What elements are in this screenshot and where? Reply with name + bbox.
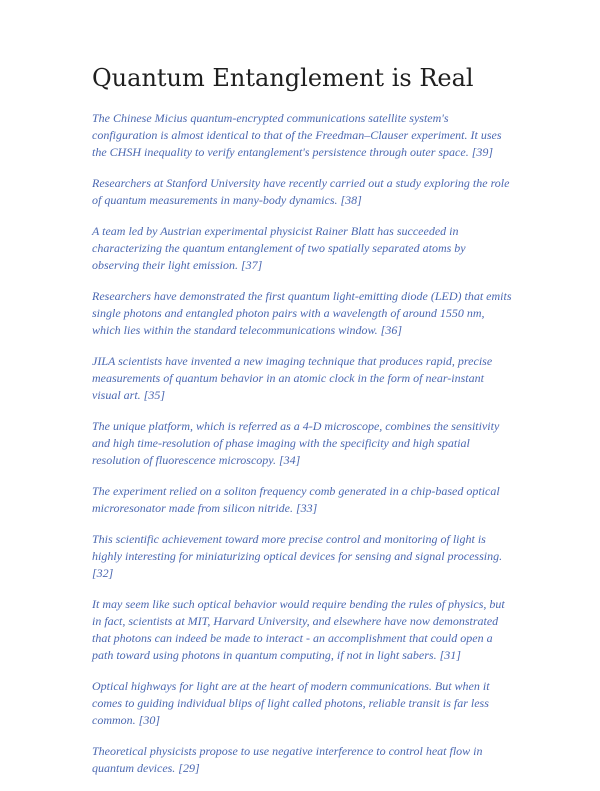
article-summary-4: Researchers have demonstrated the first quantum light-emitting diode (LED) that emits single photons and entangled photon pairs with a wavelength of around 1550 nm, which lies within the standard telecommunications window. [36] [92,289,512,337]
article-summary-11: Theoretical physicists propose to use negative interference to control heat flow in quantum devices. [29] [92,744,483,775]
article-summary-5: JILA scientists have invented a new imaging technique that produces rapid, precise measurements of quantum behavior in an atomic clock in the form of near-instant visual art. [35] [92,354,493,402]
article-summary-7: The experiment relied on a soliton frequency comb generated in a chip-based optical microresonator made from silicon nitride. [33] [92,484,500,515]
article-summary-3: A team led by Austrian experimental physicist Rainer Blatt has succeeded in characterizing the quantum entanglement of two spatially separated atoms by observing their light emission. [37] [92,224,466,272]
article-summary-8: This scientific achievement toward more precise control and monitoring of light is highly interesting for miniaturizing optical devices for sensing and signal processing. [32] [92,532,503,580]
page-title: Quantum Entanglement is Real [92,64,474,92]
article-summary-6: The unique platform, which is referred as a 4-D microscope, combines the sensitivity and high time-resolution of phase imaging with the specificity and high spatial resolution of fluorescence microscopy. [34] [92,419,500,467]
article-list [92,110,512,791]
article-summary-9: It may seem like such optical behavior would require bending the rules of physics, but in fact, scientists at MIT, Harvard University, and elsewhere have now demonstrated that photons can indeed be made to interact - an accomplishment that could open a path toward using photons in quantum computing, if not in light sabers. [31] [92,597,505,662]
article-summary-1: The Chinese Micius quantum-encrypted communications satellite system's configuration is almost identical to that of the Freedman–Clauser experiment. It uses the CHSH inequality to verify entanglement's persistence through outer space. [39] [92,111,502,159]
article-summary-10: Optical highways for light are at the heart of modern communications. But when it comes to guiding individual blips of light called photons, reliable transit is far less common. [30] [92,679,490,727]
article-summary-2: Researchers at Stanford University have recently carried out a study exploring the role of quantum measurements in many-body dynamics. [38] [92,176,510,207]
